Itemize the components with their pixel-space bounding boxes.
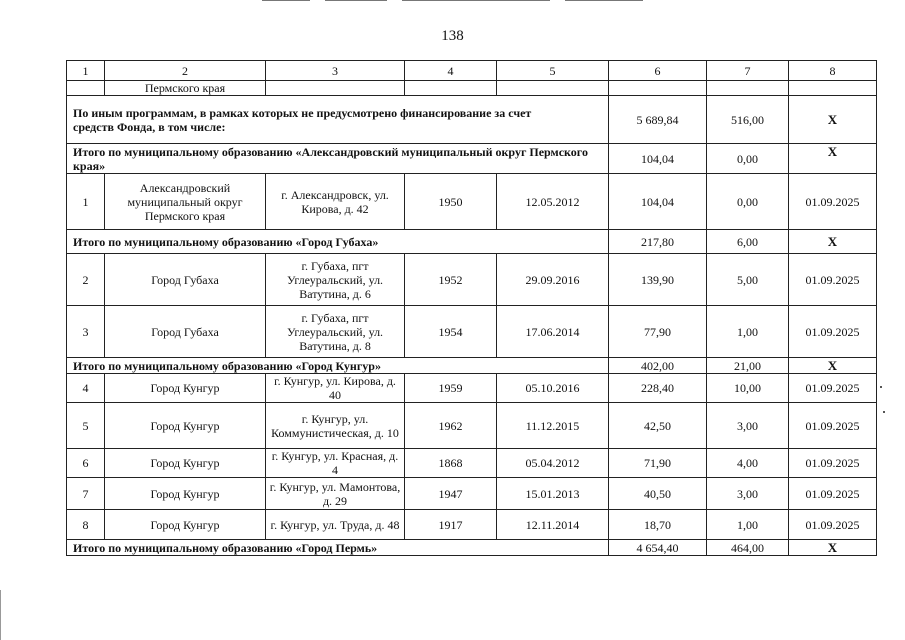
header-cell: 6 <box>609 61 707 81</box>
total-label: Итого по муниципальному образованию «Город Кунгур» <box>67 358 609 374</box>
total-label: Итого по муниципальному образованию «Александровский муниципальный округ Пермского края» <box>67 144 609 174</box>
row-year: 1950 <box>405 174 497 230</box>
row-col8: 01.09.2025 <box>789 510 877 540</box>
row-address: г. Кунгур, ул. Мамонтова, д. 29 <box>266 478 405 510</box>
row-address: г. Александровск, ул. Кирова, д. 42 <box>266 174 405 230</box>
row-number: 6 <box>67 449 105 478</box>
row-col8: 01.09.2025 <box>789 403 877 449</box>
row-municipality: Город Кунгур <box>105 403 266 449</box>
row-number: 2 <box>67 254 105 306</box>
row-date: 12.11.2014 <box>497 510 609 540</box>
row-number: 4 <box>67 374 105 403</box>
total-row-perm <box>67 540 877 556</box>
total-row-kungur <box>67 358 877 374</box>
header-cell: 1 <box>67 61 105 81</box>
total-row-gubakha <box>67 230 877 254</box>
row-date: 29.09.2016 <box>497 254 609 306</box>
row-col8: 01.09.2025 <box>789 449 877 478</box>
header-cell: 4 <box>405 61 497 81</box>
header-cell: 3 <box>266 61 405 81</box>
row-col6: 228,40 <box>609 374 707 403</box>
top-rule <box>325 0 387 1</box>
row-address: г. Губаха, пгт Углеуральский, ул. Ватутина, д. 8 <box>266 306 405 358</box>
total-col7: 464,00 <box>707 540 789 556</box>
header-cell: 7 <box>707 61 789 81</box>
row-col6: 77,90 <box>609 306 707 358</box>
header-cell: 8 <box>789 61 877 81</box>
row-date: 11.12.2015 <box>497 403 609 449</box>
total-col7: 6,00 <box>707 230 789 254</box>
table-header-row <box>67 61 877 81</box>
row-municipality: Город Кунгур <box>105 374 266 403</box>
row-col8: 01.09.2025 <box>789 174 877 230</box>
row-col8: 01.09.2025 <box>789 478 877 510</box>
row-number: 5 <box>67 403 105 449</box>
row-col7: 4,00 <box>707 449 789 478</box>
total-col7: 21,00 <box>707 358 789 374</box>
row-municipality: Город Губаха <box>105 254 266 306</box>
other-programs-label: По иным программам, в рамках которых не предусмотрено финансирование за счет средств Фонда, в том числе: <box>67 96 609 144</box>
total-col6: 217,80 <box>609 230 707 254</box>
row-year: 1952 <box>405 254 497 306</box>
buildings-table <box>66 60 877 556</box>
row-number: 7 <box>67 478 105 510</box>
continued-municipality-cell: Пермского края <box>105 81 266 96</box>
row-number: 1 <box>67 174 105 230</box>
total-col8: X <box>789 230 877 254</box>
header-cell: 2 <box>105 61 266 81</box>
row-col7: 3,00 <box>707 403 789 449</box>
table-row <box>67 449 877 478</box>
page-number: 138 <box>441 28 464 44</box>
scan-edge-mark <box>0 590 1 640</box>
row-date: 15.01.2013 <box>497 478 609 510</box>
other-programs-col8: X <box>789 96 877 144</box>
row-col6: 139,90 <box>609 254 707 306</box>
row-number: 3 <box>67 306 105 358</box>
scan-dot <box>880 386 882 388</box>
total-label: Итого по муниципальному образованию «Город Губаха» <box>67 230 609 254</box>
row-col6: 104,04 <box>609 174 707 230</box>
top-rule <box>402 0 550 1</box>
total-col6: 402,00 <box>609 358 707 374</box>
row-col6: 18,70 <box>609 510 707 540</box>
table-row <box>67 510 877 540</box>
row-number: 8 <box>67 510 105 540</box>
total-row-aleksandrovsk <box>67 144 877 174</box>
total-col7: 0,00 <box>707 144 789 174</box>
row-address: г. Губаха, пгт Углеуральский, ул. Ватутина, д. 6 <box>266 254 405 306</box>
scan-dot <box>883 411 885 413</box>
row-municipality: Город Кунгур <box>105 449 266 478</box>
total-col6: 4 654,40 <box>609 540 707 556</box>
row-municipality: Александровский муниципальный округ Пермского края <box>105 174 266 230</box>
row-municipality: Город Кунгур <box>105 510 266 540</box>
row-year: 1954 <box>405 306 497 358</box>
row-date: 05.10.2016 <box>497 374 609 403</box>
top-rule <box>262 0 310 1</box>
row-municipality: Город Губаха <box>105 306 266 358</box>
row-col6: 42,50 <box>609 403 707 449</box>
table-row <box>67 174 877 230</box>
row-date: 17.06.2014 <box>497 306 609 358</box>
row-col7: 1,00 <box>707 510 789 540</box>
total-col8: X <box>789 358 877 374</box>
row-year: 1868 <box>405 449 497 478</box>
row-col7: 5,00 <box>707 254 789 306</box>
row-municipality: Город Кунгур <box>105 478 266 510</box>
continuation-row <box>67 81 877 96</box>
row-address: г. Кунгур, ул. Кирова, д. 40 <box>266 374 405 403</box>
header-cell: 5 <box>497 61 609 81</box>
row-year: 1962 <box>405 403 497 449</box>
row-date: 12.05.2012 <box>497 174 609 230</box>
row-col7: 3,00 <box>707 478 789 510</box>
row-col7: 0,00 <box>707 174 789 230</box>
table-row <box>67 254 877 306</box>
row-col7: 1,00 <box>707 306 789 358</box>
row-col8: 01.09.2025 <box>789 254 877 306</box>
total-col8: X <box>789 540 877 556</box>
row-date: 05.04.2012 <box>497 449 609 478</box>
row-col6: 40,50 <box>609 478 707 510</box>
row-col6: 71,90 <box>609 449 707 478</box>
other-programs-col6: 5 689,84 <box>609 96 707 144</box>
table-row <box>67 306 877 358</box>
row-year: 1947 <box>405 478 497 510</box>
row-col8: 01.09.2025 <box>789 374 877 403</box>
table-row <box>67 374 877 403</box>
row-year: 1959 <box>405 374 497 403</box>
row-address: г. Кунгур, ул. Красная, д. 4 <box>266 449 405 478</box>
row-col8: 01.09.2025 <box>789 306 877 358</box>
table-row <box>67 403 877 449</box>
row-address: г. Кунгур, ул. Коммунистическая, д. 10 <box>266 403 405 449</box>
row-col7: 10,00 <box>707 374 789 403</box>
total-col6: 104,04 <box>609 144 707 174</box>
row-year: 1917 <box>405 510 497 540</box>
row-address: г. Кунгур, ул. Труда, д. 48 <box>266 510 405 540</box>
table-row <box>67 478 877 510</box>
total-label: Итого по муниципальному образованию «Город Пермь» <box>67 540 609 556</box>
other-programs-row <box>67 96 877 144</box>
other-programs-col7: 516,00 <box>707 96 789 144</box>
total-col8: X <box>789 144 877 174</box>
top-rule <box>565 0 643 1</box>
